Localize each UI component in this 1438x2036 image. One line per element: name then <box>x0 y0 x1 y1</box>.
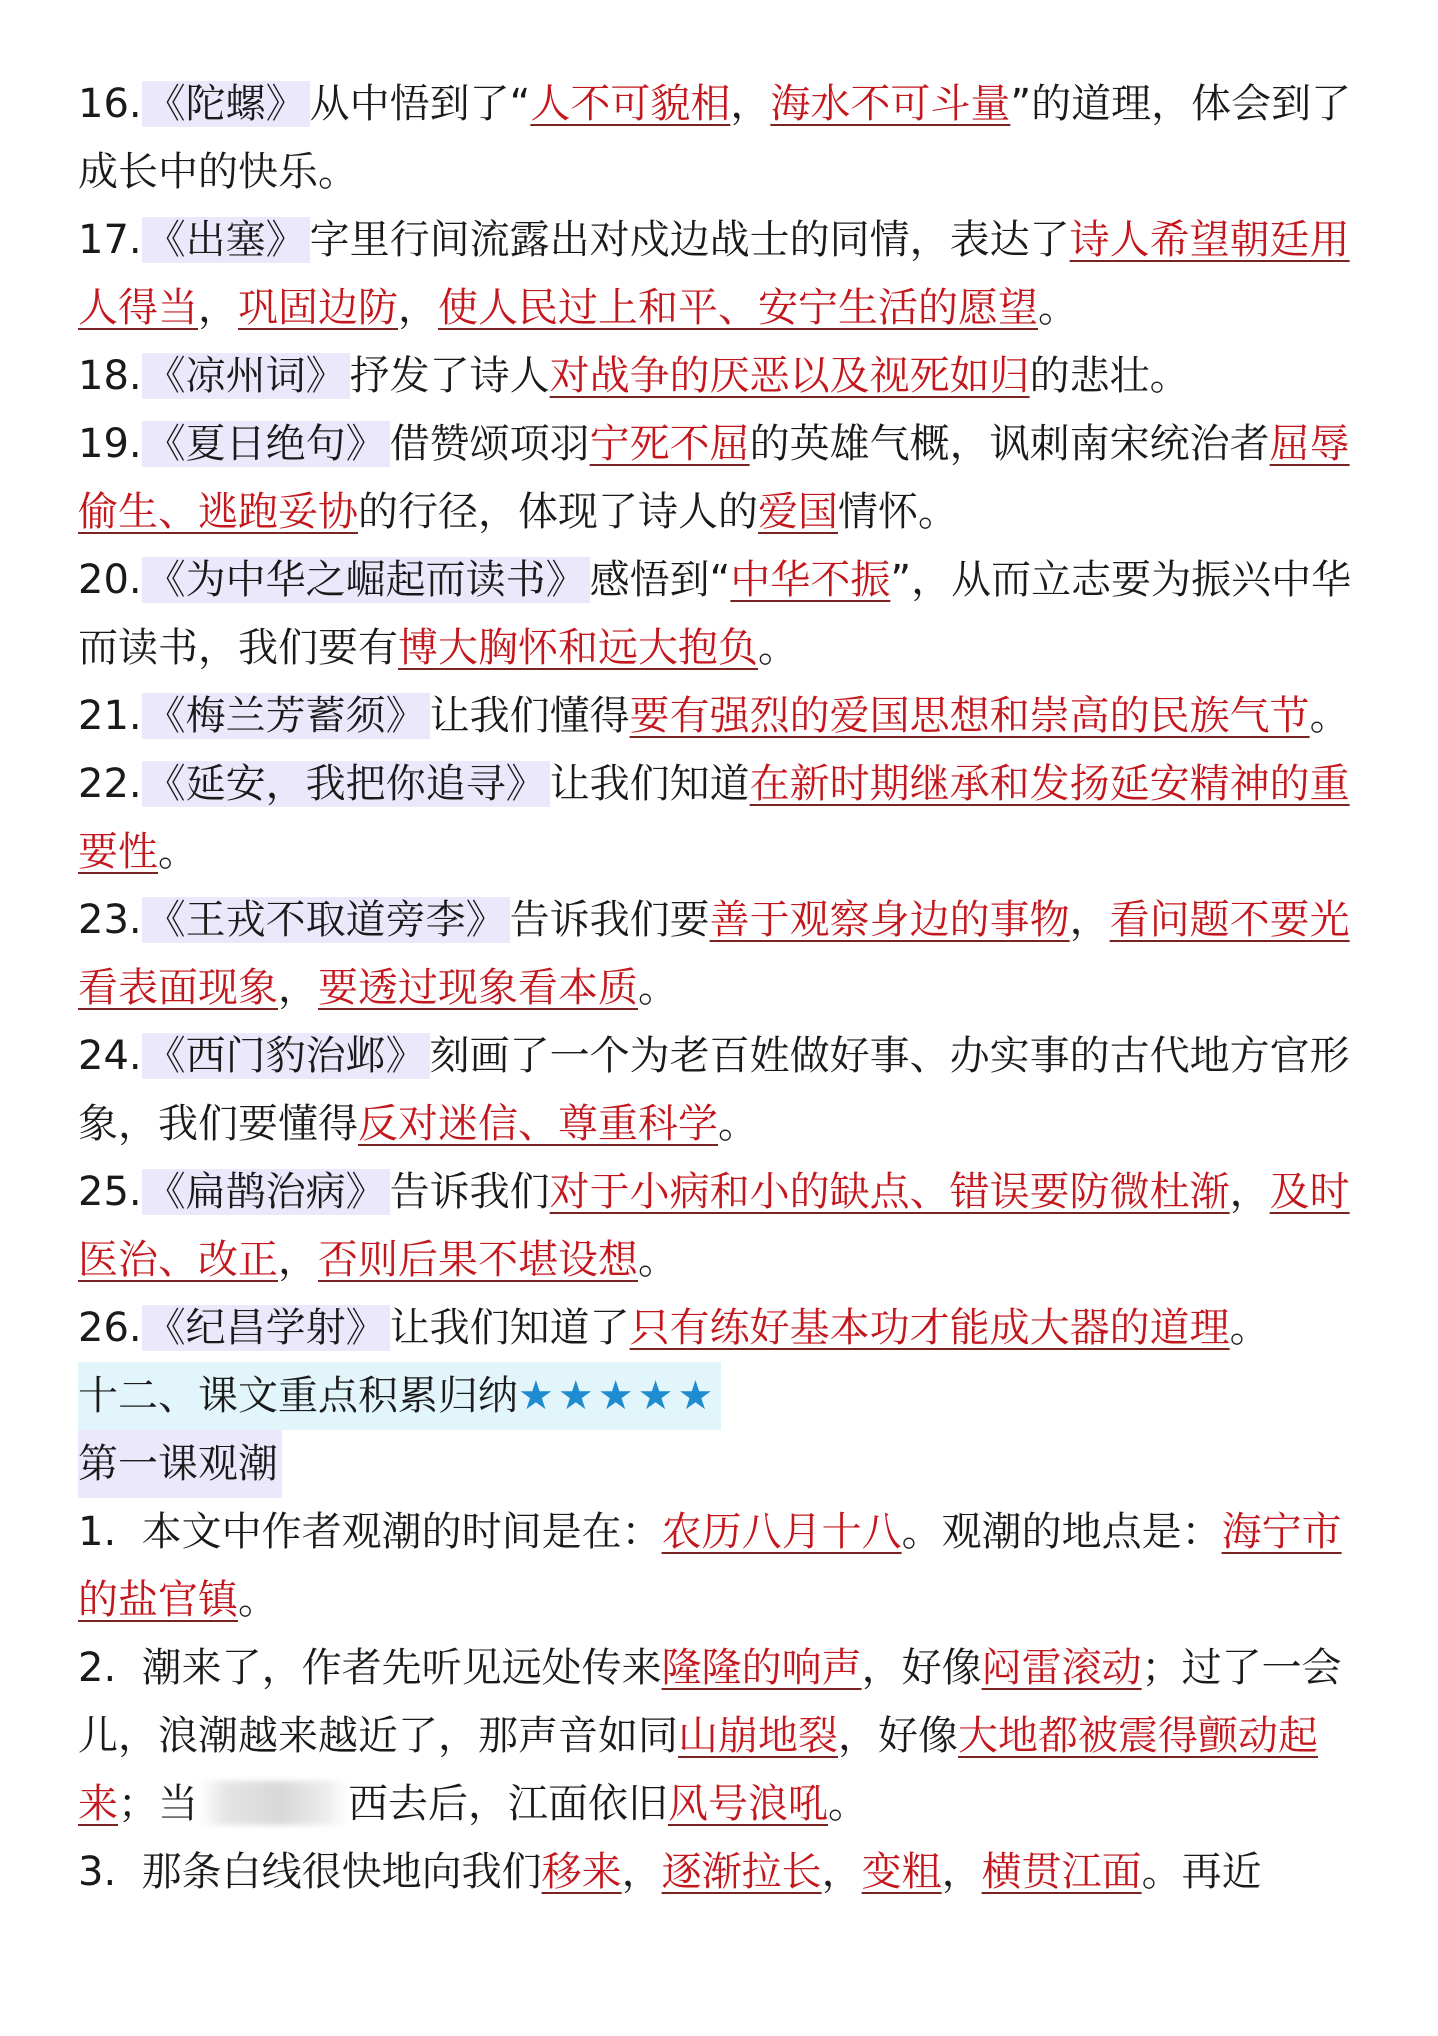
item-number: 24. <box>78 1033 142 1079</box>
answer-text: 只有练好基本功才能成大器的道理 <box>629 1305 1230 1351</box>
answer-text: 巩固边防 <box>238 285 398 331</box>
answer-text: 海宁市的盐官镇 <box>78 1509 1342 1623</box>
answer-text: 中华不振 <box>730 557 891 603</box>
section-heading: 十二、课文重点积累归纳★★★★★ <box>78 1362 721 1430</box>
item-number: 17. <box>78 217 142 263</box>
item-number: 23. <box>78 897 142 943</box>
list-item: 23. 《王戎不取道旁李》 告诉我们要善于观察身边的事物，看问题不要光看表面现象，要透过现象看本质。 <box>78 897 1350 1011</box>
answer-text: 风号浪吼 <box>668 1781 828 1827</box>
answer-text: 善于观察身边的事物 <box>709 897 1070 943</box>
lesson-title: 《扁鹊治病》 <box>142 1169 390 1215</box>
list-item: 16. 《陀螺》 从中悟到了“人不可貌相，海水不可斗量”的道理，体会到了成长中的快乐。 <box>78 81 1352 195</box>
lesson-heading-row <box>78 1430 1368 1498</box>
answer-text: 在新时期继承和发扬延安精神的重要性 <box>78 761 1350 875</box>
answer-text: 闷雷滚动 <box>981 1645 1142 1691</box>
list-item: 1. 本文中作者观潮的时间是在：农历八月十八。观潮的地点是：海宁市的盐官镇。 <box>78 1509 1342 1623</box>
answer-text: 对战争的厌恶以及视死如归 <box>549 353 1030 399</box>
list-item: 21. 《梅兰芳蓄须》 让我们懂得要有强烈的爱国思想和崇高的民族气节。 <box>78 693 1350 739</box>
answer-text: 及时医治、改正 <box>78 1169 1350 1283</box>
answer-text: 反对迷信、尊重科学 <box>358 1101 718 1147</box>
answer-text: 人不可貌相 <box>530 81 731 127</box>
lesson-title: 《凉州词》 <box>142 353 350 399</box>
list-item: 26. 《纪昌学射》 让我们知道了只有练好基本功才能成大器的道理。 <box>78 1305 1270 1351</box>
list-item: 24. 《西门豹治邺》 刻画了一个为老百姓做好事、办实事的古代地方官形象，我们要懂得反对迷信、尊重科学。 <box>78 1033 1350 1147</box>
answer-text: 海水不可斗量 <box>770 81 1011 127</box>
answer-text: 横贯江面 <box>981 1849 1142 1895</box>
list-item: 17. 《出塞》 字里行间流露出对戍边战士的同情，表达了诗人希望朝廷用人得当，巩固边防，使人民过上和平、安宁生活的愿望。 <box>78 217 1350 331</box>
blurred-redaction <box>198 1781 348 1825</box>
item-number: 16. <box>78 81 142 127</box>
answer-text: 屈辱偷生、逃跑妥协 <box>78 421 1350 535</box>
star-rating-icon: ★★★★★ <box>518 1373 718 1419</box>
list-item: 19. 《夏日绝句》 借赞颂项羽宁死不屈的英雄气概，讽刺南宋统治者屈辱偷生、逃跑妥协的行径，体现了诗人的爱国情怀。 <box>78 421 1350 535</box>
lesson-title: 《夏日绝句》 <box>142 421 390 467</box>
lesson-title: 《西门豹治邺》 <box>142 1033 430 1079</box>
item-number: 3. <box>78 1849 117 1895</box>
lesson-title: 《纪昌学射》 <box>142 1305 390 1351</box>
answer-text: 对于小病和小的缺点、错误要防微杜渐 <box>549 1169 1230 1215</box>
item-number: 19. <box>78 421 142 467</box>
list-item: 18. 《凉州词》 抒发了诗人对战争的厌恶以及视死如归的悲壮。 <box>78 353 1190 399</box>
lesson-title: 《出塞》 <box>142 217 310 263</box>
section-heading-row <box>78 1362 1368 1430</box>
answer-text: 使人民过上和平、安宁生活的愿望 <box>438 285 1038 331</box>
answer-text: 宁死不屈 <box>589 421 750 467</box>
answer-text: 博大胸怀和远大抱负 <box>398 625 758 671</box>
answer-text: 要透过现象看本质 <box>318 965 638 1011</box>
answer-text: 农历八月十八 <box>661 1509 902 1555</box>
list-item: 3. 那条白线很快地向我们移来，逐渐拉长，变粗，横贯江面。再近 <box>78 1849 1262 1895</box>
answer-text: 看问题不要光看表面现象 <box>78 897 1350 1011</box>
item-number: 1. <box>78 1509 117 1555</box>
answer-text: 山崩地裂 <box>678 1713 838 1759</box>
lesson-title: 《梅兰芳蓄须》 <box>142 693 430 739</box>
answer-text: 要有强烈的爱国思想和崇高的民族气节 <box>629 693 1310 739</box>
item-number: 21. <box>78 693 142 739</box>
lesson-title: 《陀螺》 <box>142 81 310 127</box>
item-number: 20. <box>78 557 142 603</box>
answer-text: 诗人希望朝廷用人得当 <box>78 217 1350 331</box>
answer-text: 否则后果不堪设想 <box>318 1237 638 1283</box>
item-number: 26. <box>78 1305 142 1351</box>
list-item: 20. 《为中华之崛起而读书》 感悟到“中华不振”，从而立志要为振兴中华而读书，我们要有博大胸怀和远大抱负。 <box>78 557 1352 671</box>
answer-text: 爱国 <box>758 489 838 535</box>
answer-text: 隆隆的响声 <box>661 1645 862 1691</box>
lesson-title: 《为中华之崛起而读书》 <box>142 557 590 603</box>
answer-text: 逐渐拉长 <box>661 1849 822 1895</box>
item-number: 18. <box>78 353 142 399</box>
list-item: 22. 《延安，我把你追寻》 让我们知道在新时期继承和发扬延安精神的重要性。 <box>78 761 1350 875</box>
lesson-heading: 第一课观潮 <box>78 1430 282 1498</box>
lesson-title: 《王戎不取道旁李》 <box>142 897 510 943</box>
item-number: 25. <box>78 1169 142 1215</box>
item-number: 2. <box>78 1645 117 1691</box>
list-item: 2. 潮来了，作者先听见远处传来隆隆的响声，好像闷雷滚动；过了一会儿，浪潮越来越近了，那声音如同山崩地裂，好像大地都被震得颤动起来；当 西去后，江面依旧风号浪吼。 <box>78 1645 1342 1827</box>
answer-text: 变粗 <box>861 1849 942 1895</box>
lesson-title: 《延安，我把你追寻》 <box>142 761 550 807</box>
list-item: 25. 《扁鹊治病》 告诉我们对于小病和小的缺点、错误要防微杜渐，及时医治、改正，否则后果不堪设想。 <box>78 1169 1350 1283</box>
answer-text: 大地都被震得颤动起来 <box>78 1713 1318 1827</box>
answer-text: 移来 <box>541 1849 622 1895</box>
item-number: 22. <box>78 761 142 807</box>
